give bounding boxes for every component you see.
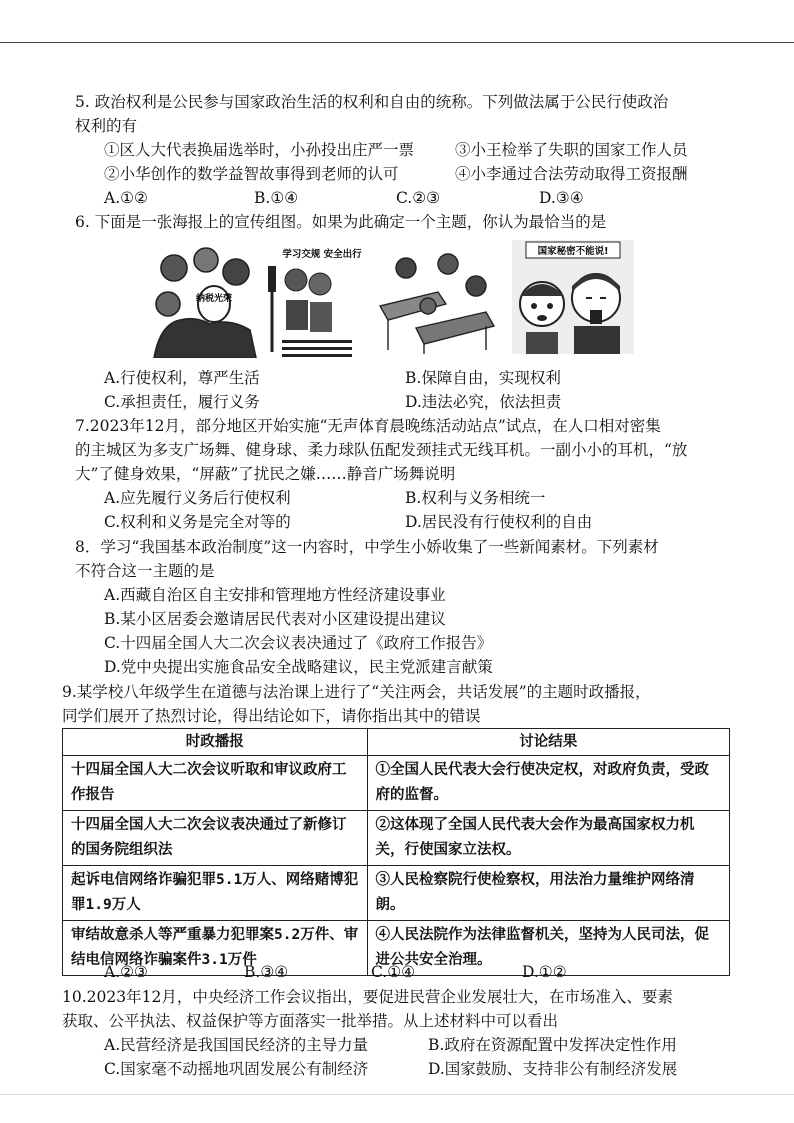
q8-option-d: D.党中央提出实施食品安全战略建议，民主党派建言献策 [104,658,493,676]
poster-image-tax [150,244,258,358]
q5-option-c: C.②③ [396,189,441,207]
secrets-banner-text: 国家秘密不能说! [537,246,609,257]
q9-option-a: A.②③ [104,963,148,981]
q9-stem-line2: 同学们展开了热烈讨论，得出结论如下，请你指出其中的错误 [62,707,481,725]
q9-option-b: B.③④ [244,963,289,981]
q5-item-1: ①区人大代表换届选举时，小孙投出庄严一票 [104,141,415,159]
q5-option-a: A.①② [104,189,148,207]
q10-option-d: D.国家鼓励、支持非公有制经济发展 [428,1060,678,1078]
q8-option-b: B.某小区居委会邀请居民代表对小区建设提出建议 [104,610,446,628]
q5-stem-line2: 权利的有 [75,117,138,135]
table-cell-result: ③人民检察院行使检察权，用法治力量维护网络清朗。 [367,866,729,921]
poster-image-traffic [262,240,362,358]
table-cell-result: ②这体现了全国人民代表大会作为最高国家权力机关，行使国家立法权。 [367,811,729,866]
q6-option-c: C.承担责任，履行义务 [104,393,260,411]
q7-option-c: C.权利和义务是完全对等的 [104,513,291,531]
q7-option-d: D.居民没有行使权利的自由 [405,513,593,531]
q7-stem-line3: 大”了健身效果，“屏蔽”了扰民之嫌……静音广场舞说明 [75,465,456,483]
q8-stem-line2: 不符合这一主题的是 [75,562,215,580]
q6-option-a: A.行使权利，尊严生活 [104,369,260,387]
table-cell-news: 审结故意杀人等严重暴力犯罪案5.2万件、审结电信网络诈骗案件3.1万件 [63,921,368,976]
table-header-row [63,729,730,756]
q9-option-c: C.①④ [371,963,416,981]
q7-option-b: B.权利与义务相统一 [405,489,546,507]
q10-option-b: B.政府在资源配置中发挥决定性作用 [428,1036,677,1054]
q7-stem-line2: 的主城区为多支广场舞、健身球、柔力球队伍配发颈挂式无线耳机。一副小小的耳机，“放 [75,441,688,459]
q8-option-c: C.十四届全国人大二次会议表决通过了《政府工作报告》 [104,634,493,652]
q5-item-2: ②小华创作的数学益智故事得到老师的认可 [104,165,399,183]
q9-option-d: D.①② [522,963,567,981]
q5-option-b: B.①④ [254,189,299,207]
q8-stem-line1: 8．学习“我国基本政治制度”这一内容时，中学生小娇收集了一些新闻素材。下列素材 [75,538,659,556]
q6-option-d: D.违法必究，依法担责 [405,393,562,411]
q10-option-a: A.民营经济是我国国民经济的主导力量 [104,1036,369,1054]
q6-stem: 6. 下面是一张海报上的宣传组图。如果为此确定一个主题，你认为最恰当的是 [75,213,607,231]
footer-rule [0,1094,794,1095]
table-cell-result: ④人民法院作为法律监督机关，坚持为人民司法，促进公共安全治理。 [367,921,729,976]
q6-option-b: B.保障自由，实现权利 [405,369,561,387]
table-header-news: 时政播报 [63,729,368,756]
q5-item-4: ④小李通过合法劳动取得工资报酬 [455,165,688,183]
poster-image-secrets [512,240,634,354]
table-row [63,756,730,811]
table-header-result: 讨论结果 [367,729,729,756]
table-cell-news: 十四届全国人大二次会议听取和审议政府工作报告 [63,756,368,811]
tax-badge-text: 纳税光荣 [195,294,233,304]
table-row [63,811,730,866]
header-rule [0,42,794,43]
traffic-banner-text: 学习交规 安全出行 [282,249,362,260]
poster-image-classroom [376,246,498,354]
table-cell-news: 十四届全国人大二次会议表决通过了新修订的国务院组织法 [63,811,368,866]
table-cell-news: 起诉电信网络诈骗犯罪5.1万人、网络赌博犯罪1.9万人 [63,866,368,921]
q7-stem-line1: 7.2023年12月，部分地区开始实施“无声体育晨晚练活动站点”试点，在人口相对密集 [75,417,661,435]
q5-item-3: ③小王检举了失职的国家工作人员 [455,141,688,159]
table-row [63,866,730,921]
q10-stem-line2: 获取、公平执法、权益保护等方面落实一批举措。从上述材料中可以看出 [62,1012,559,1030]
table-cell-result: ①全国人民代表大会行使决定权，对政府负责，受政府的监督。 [367,756,729,811]
q5-option-d: D.③④ [539,189,584,207]
q9-stem-line1: 9.某学校八年级学生在道德与法治课上进行了“关注两会，共话发展”的主题时政播报， [62,683,651,701]
q7-option-a: A.应先履行义务后行使权利 [104,489,291,507]
q10-stem-line1: 10.2023年12月，中央经济工作会议指出，要促进民营企业发展壮大，在市场准入、要素 [62,988,673,1006]
q8-option-a: A.西藏自治区自主安排和管理地方性经济建设事业 [104,586,446,604]
q5-stem-line1: 5. 政治权利是公民参与国家政治生活的权利和自由的统称。下列做法属于公民行使政治 [75,93,669,111]
q10-option-c: C.国家毫不动摇地巩固发展公有制经济 [104,1060,369,1078]
news-table [62,728,730,976]
